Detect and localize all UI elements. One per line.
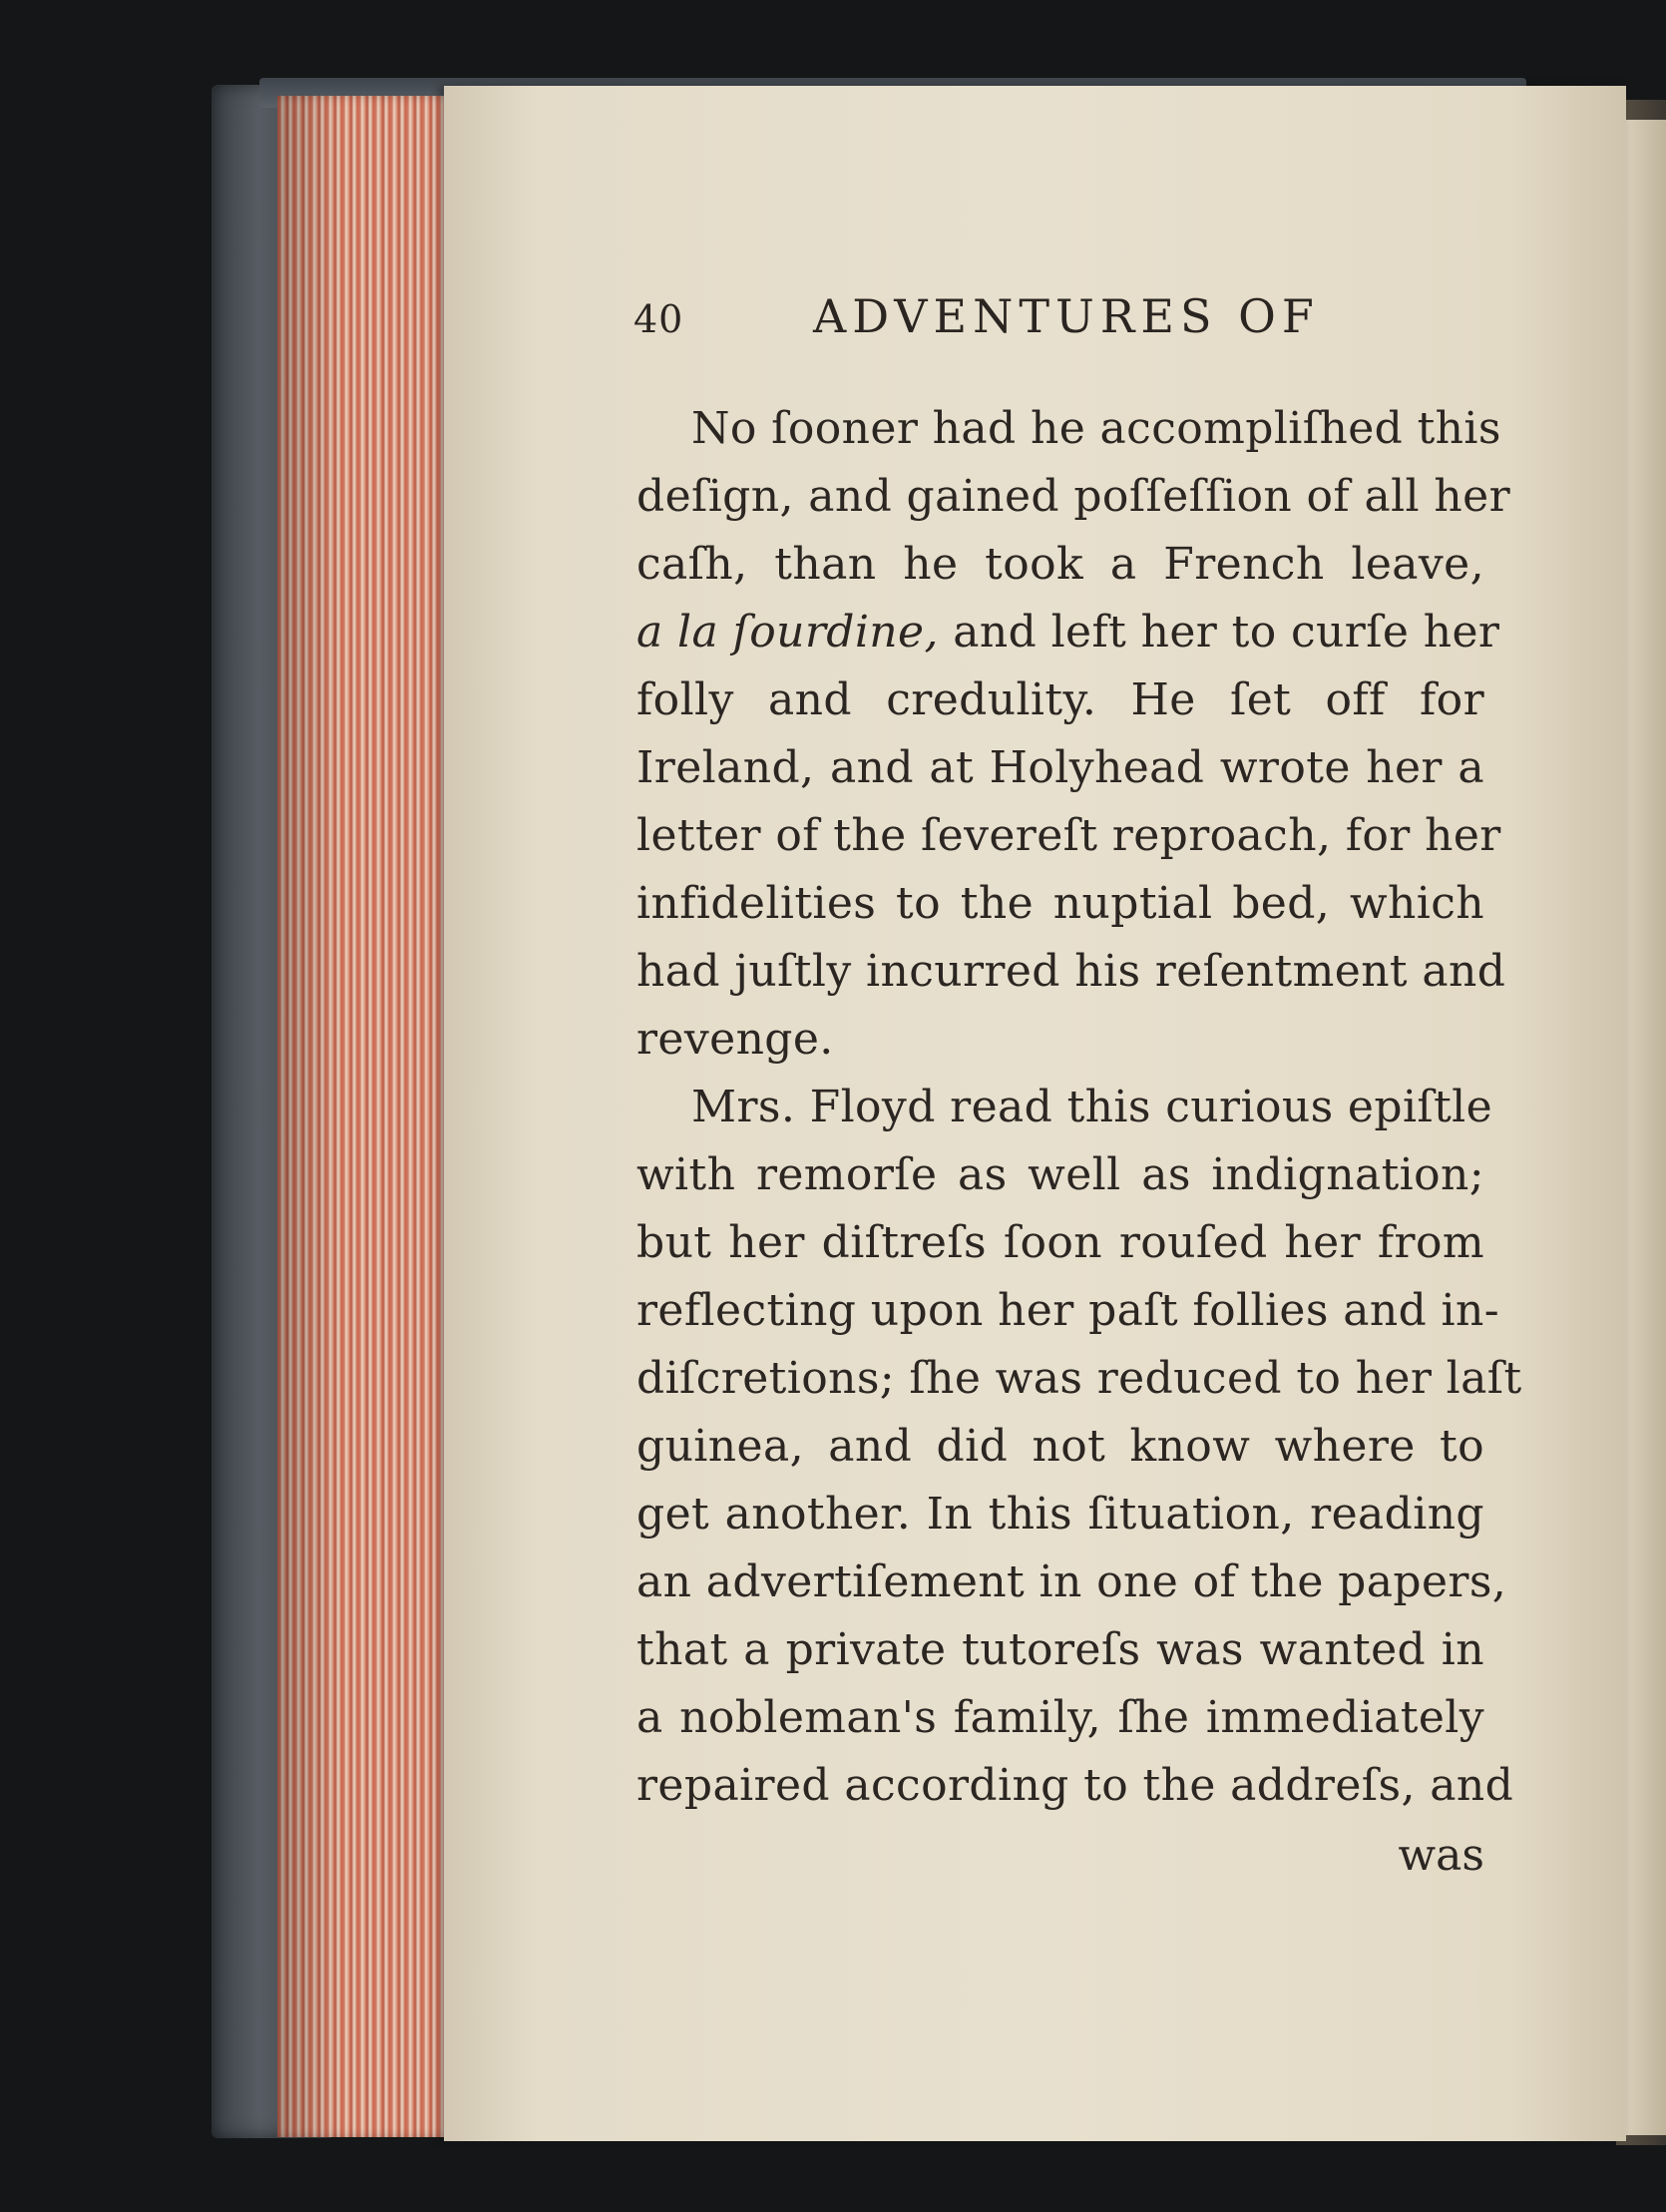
text-line: had juſtly incurred his reſentment and <box>636 946 1506 997</box>
facing-page-edge <box>1626 120 1666 2135</box>
text-line: repaired according to the addreſs, and <box>636 1760 1514 1811</box>
text-line: deſign, and gained poſſeſſion of all her <box>636 471 1511 522</box>
page-header <box>633 289 1461 359</box>
text-line: but her diſtreſs ſoon rouſed her from <box>636 1217 1484 1268</box>
body-text <box>636 395 1522 1890</box>
text-line: caſh, than he took a French leave, <box>636 539 1484 590</box>
text-line: infidelities to the nuptial bed, which <box>636 878 1484 929</box>
text-line: with remorſe as well as indignation; <box>636 1149 1484 1200</box>
text-line: Mrs. Floyd read this curious epiſtle <box>691 1082 1493 1132</box>
paragraph-2 <box>636 1074 1522 1820</box>
text-line: get another. In this ſituation, reading <box>636 1489 1484 1540</box>
paragraph-1 <box>636 395 1511 1074</box>
catchword: was <box>1398 1830 1484 1881</box>
running-head: ADVENTURES OF <box>813 289 1320 343</box>
text-line: revenge. <box>636 1014 834 1065</box>
text-line: Ireland, and at Holyhead wrote her a <box>636 742 1484 793</box>
text-line: that a private tutoreſs was wanted in <box>636 1624 1484 1675</box>
italic-phrase: a la ſourdine, <box>636 607 939 658</box>
text-line: letter of the ſevereſt reproach, for her <box>636 810 1501 861</box>
text-line: diſcretions; ſhe was reduced to her laſt <box>636 1353 1522 1404</box>
text-line: No ſooner had he accompliſhed this <box>691 403 1501 454</box>
text-line: a nobleman's family, ſhe immediately <box>636 1692 1484 1743</box>
text-line: guinea, and did not know where to <box>636 1421 1484 1472</box>
text-line-rest: and left her to curſe her <box>938 607 1500 658</box>
text-line: folly and credulity. He ſet off for <box>636 674 1484 725</box>
text-line: reflecting upon her paſt follies and in- <box>636 1285 1500 1336</box>
page-number: 40 <box>633 297 684 341</box>
text-line <box>636 599 1500 666</box>
text-line: an advertiſement in one of the papers, <box>636 1556 1507 1607</box>
